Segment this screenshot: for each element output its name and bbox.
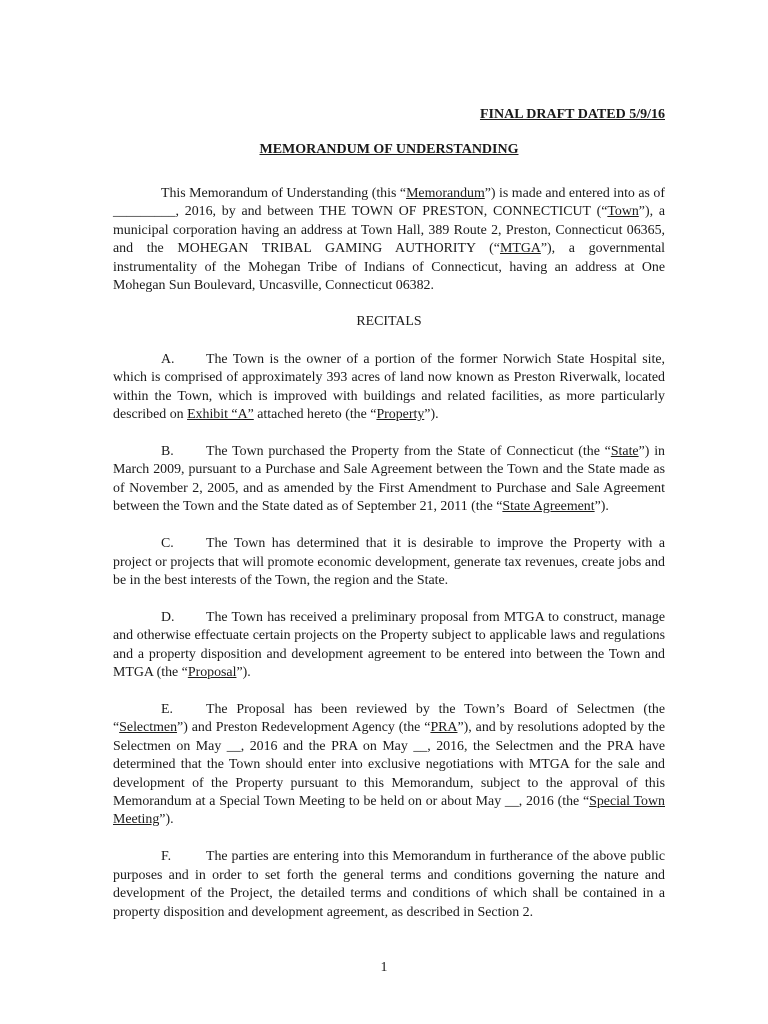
document-title: MEMORANDUM OF UNDERSTANDING <box>259 142 519 157</box>
intro-text: ”) is made and entered into as of _________, 2016, by and between THE TOWN OF PRESTON, CONNECTICUT (“ <box>113 186 665 220</box>
recital-f <box>113 848 665 922</box>
defined-term-proposal: Proposal <box>187 665 237 681</box>
recital-text: attached hereto (the “ <box>253 407 377 423</box>
recital-text: The Town is the owner of a portion of the former Norwich State Hospital site, which is comprised of approximately 393 acres of land now known as Preston Riverwalk, located within the Town, which is improved with buildings and related facilities, as more particularly described on <box>113 351 665 423</box>
document-body <box>113 185 665 940</box>
defined-term-special-town-meeting: Special Town Meeting <box>113 793 665 828</box>
recital-text: The Town has received a preliminary proposal from MTGA to construct, manage and otherwise effectuate certain projects on the Property subject to applicable laws and regulations and a property disposition and development agreement to be entered into between the Town and MTGA (the “ <box>113 609 665 681</box>
defined-term-mtga: MTGA <box>499 241 541 257</box>
recitals-heading: RECITALS <box>356 314 422 330</box>
recital-text: The Proposal has been reviewed by the Town’s Board of Selectmen (the “ <box>113 701 665 736</box>
recital-a <box>113 351 665 425</box>
recital-text: ”). <box>594 499 609 515</box>
recital-letter: D. <box>161 609 175 625</box>
recital-text: The Town has determined that it is desirable to improve the Property with a project or projects that will promote economic development, generate tax revenues, create jobs and be in the best interests of the Town, the region and the State. <box>113 536 665 588</box>
recital-letter: B. <box>161 443 174 459</box>
recital-e <box>113 701 665 830</box>
defined-term-pra: PRA <box>430 720 458 736</box>
defined-term-property: Property <box>376 407 425 423</box>
defined-term-state-agreement: State Agreement <box>502 499 595 515</box>
recital-text: ”). <box>159 812 174 828</box>
recital-d <box>113 609 665 683</box>
recital-text: ”) in March 2009, pursuant to a Purchase and Sale Agreement between the Town and the State made as of November 2, 2005, and as amended by the First Amendment to Purchase and Sale Agreement between the Town and the State dated as of September 21, 2011 (the “ <box>113 443 665 515</box>
recital-text: ”). <box>236 665 251 681</box>
intro-text: ”), a municipal corporation having an address at Town Hall, 389 Route 2, Preston, Connecticut 06365, and the MOHEGAN TRIBAL GAMING AUTHORITY (“ <box>113 204 665 257</box>
recital-letter: E. <box>161 701 173 717</box>
recital-b <box>113 443 665 517</box>
recital-text: ”), and by resolutions adopted by the Selectmen on May __, 2016 and the PRA on May __, 2016, the Selectmen and the PRA have determined that the Town should enter into exclusive negotiations with MTGA for the sale and development of the Property pursuant to this Memorandum, subject to the approval of this Memorandum at a Special Town Meeting to be held on or about May __, 2016 (the “ <box>113 720 665 809</box>
exhibit-reference: Exhibit “A” <box>187 407 254 423</box>
defined-term-selectmen: Selectmen <box>119 720 178 736</box>
defined-term-state: State <box>610 443 639 459</box>
intro-text: ”), a governmental instrumentality of the Mohegan Tribe of Indians of Connecticut, having an address at One Mohegan Sun Boulevard, Uncasville, Connecticut 06382. <box>113 241 666 294</box>
recital-c <box>113 535 665 590</box>
recital-text: The Town purchased the Property from the State of Connecticut (the “ <box>206 443 611 459</box>
recital-text: The parties are entering into this Memorandum in furtherance of the above public purposes and in order to set forth the general terms and conditions governing the nature and development of the Project, the detailed terms and conditions of which shall be contained in a property disposition and development agreement, as described in Section 2. <box>113 849 665 920</box>
recital-text: ”) and Preston Redevelopment Agency (the “ <box>177 720 431 736</box>
recital-letter: F. <box>161 849 172 865</box>
draft-label: FINAL DRAFT DATED 5/9/16 <box>479 107 665 122</box>
defined-term-memorandum: Memorandum <box>406 186 485 201</box>
intro-text: This Memorandum of Understanding (this “ <box>161 186 407 201</box>
recital-letter: C. <box>161 536 174 552</box>
defined-term-town: Town <box>607 204 639 220</box>
recital-letter: A. <box>161 351 175 367</box>
page-number: 1 <box>380 960 388 975</box>
intro-paragraph <box>113 185 665 295</box>
recital-text: ”). <box>424 407 439 423</box>
